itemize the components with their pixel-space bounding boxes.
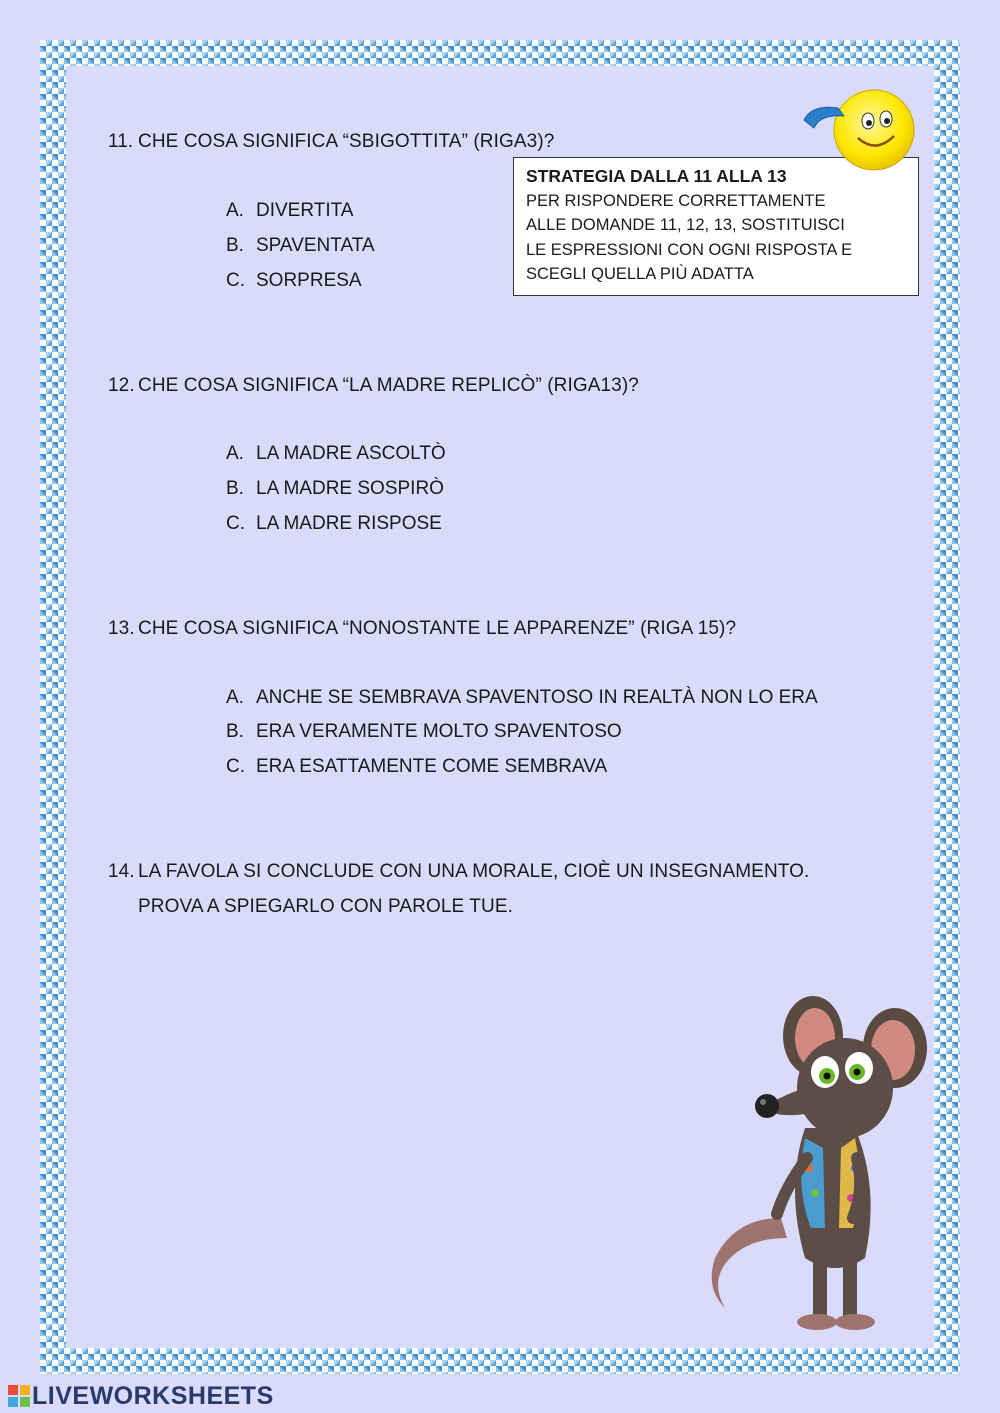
question-text: CHE COSA SIGNIFICA “SBIGOTTITA” (RIGA3)? <box>138 131 555 152</box>
option-letter: A. <box>226 443 244 464</box>
option-text: ANCHE SE SEMBRAVA SPAVENTOSO IN REALTÀ NON LO ERA <box>256 687 818 708</box>
option-letter: C. <box>226 270 245 291</box>
option-13-c[interactable] <box>226 756 607 778</box>
option-11-a[interactable] <box>226 200 353 222</box>
option-text: LA MADRE SOSPIRÒ <box>256 478 444 499</box>
option-text: SORPRESA <box>256 270 362 291</box>
question-text: CHE COSA SIGNIFICA “NONOSTANTE LE APPARENZE” (RIGA 15)? <box>138 618 737 639</box>
option-letter: B. <box>226 478 244 499</box>
option-13-b[interactable] <box>226 721 622 743</box>
strategy-line: SCEGLI QUELLA PIÙ ADATTA <box>526 265 754 283</box>
question-text: PROVA A SPIEGARLO CON PAROLE TUE. <box>138 896 513 917</box>
question-13 <box>108 618 736 640</box>
strategy-line: ALLE DOMANDE 11, 12, 13, SOSTITUISCI <box>526 216 845 234</box>
liveworksheets-logo-icon <box>8 1385 30 1407</box>
question-11 <box>108 131 554 153</box>
option-letter: C. <box>226 756 245 777</box>
option-text: SPAVENTATA <box>256 235 375 256</box>
liveworksheets-logo <box>8 1382 274 1410</box>
option-letter: B. <box>226 721 244 742</box>
option-letter: A. <box>226 687 244 708</box>
logo-text: LIVEWORKSHEETS <box>32 1381 274 1410</box>
question-number: 13. <box>108 618 135 639</box>
question-text: CHE COSA SIGNIFICA “LA MADRE REPLICÒ” (RIGA13)? <box>138 375 639 396</box>
question-text: LA FAVOLA SI CONCLUDE CON UNA MORALE, CIOÈ UN INSEGNAMENTO. <box>138 861 810 882</box>
strategy-title: STRATEGIA DALLA 11 ALLA 13 <box>526 166 787 186</box>
option-11-b[interactable] <box>226 235 375 257</box>
option-text: ERA ESATTAMENTE COME SEMBRAVA <box>256 756 608 777</box>
question-number: 14. <box>108 861 135 882</box>
option-text: DIVERTITA <box>256 200 354 221</box>
strategy-line: LE ESPRESSIONI CON OGNI RISPOSTA E <box>526 240 853 259</box>
option-12-b[interactable] <box>226 478 444 500</box>
option-letter: A. <box>226 200 244 221</box>
option-text: LA MADRE ASCOLTÒ <box>256 443 446 464</box>
option-11-c[interactable] <box>226 270 362 292</box>
saluting-smiley-icon <box>802 88 918 172</box>
option-12-c[interactable] <box>226 513 442 535</box>
option-12-a[interactable] <box>226 443 446 465</box>
option-13-a[interactable] <box>226 687 818 709</box>
option-text: LA MADRE RISPOSE <box>256 513 442 534</box>
question-14-line-2 <box>138 896 513 918</box>
question-12 <box>108 375 639 397</box>
strategy-box <box>513 157 919 296</box>
question-number: 11. <box>108 131 134 152</box>
question-14 <box>108 861 809 883</box>
question-number: 12. <box>108 375 135 396</box>
strategy-line: PER RISPONDERE CORRETTAMENTE <box>526 191 826 210</box>
cartoon-mouse-icon <box>695 988 935 1348</box>
option-letter: B. <box>226 235 244 256</box>
option-letter: C. <box>226 513 245 534</box>
option-text: ERA VERAMENTE MOLTO SPAVENTOSO <box>256 721 622 742</box>
